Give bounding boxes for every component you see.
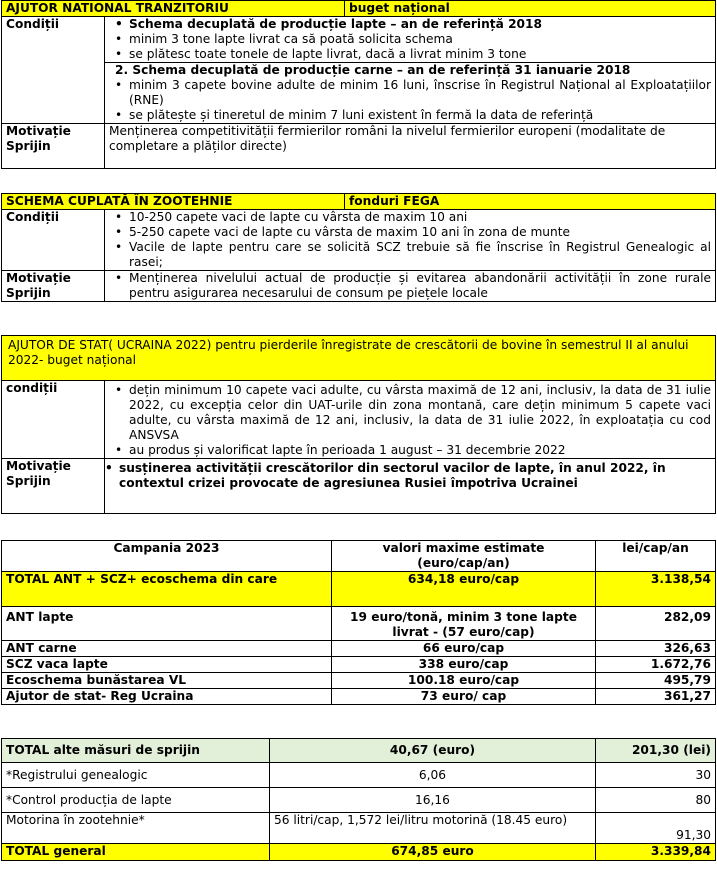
other-row-euro: 16,16 [270, 788, 596, 813]
state-aid-item: • dețin minimum 10 capete vaci adulte, cu vârsta maximă de 12 ani, inclusiv, la data de 31 iulie 2022, cu excepția celor din UAT-urile din zona montană, care dețin minimum 5 capete vaci adulte, cu vârsta maximă de 12 ani, inclusiv, la data de 31 iulie 2022, în exploatația cu cod ANSVSA [129, 383, 711, 443]
campaign-row-euro: 100.18 euro/cap [332, 673, 596, 689]
other-row-lei: 30 [596, 763, 716, 788]
campaign-row [2, 607, 716, 641]
campaign-row-lei: 326,63 [596, 641, 716, 657]
campaign-row-lei: 282,09 [596, 607, 716, 641]
campaign-row-label: SCZ vaca lapte [2, 657, 332, 673]
scz-motivation-label: Motivație Sprijin [2, 271, 105, 302]
scz-item: • Vacile de lapte pentru care se solicită SCZ trebuie să fie înscrise în Registrul Genealogic al rasei; [129, 240, 711, 270]
scz-item: • 5-250 capete vaci de lapte cu vârsta de maxim 10 ani în zona de munte [129, 225, 711, 240]
other-row-label: Motorina în zootehnie* [2, 813, 270, 844]
scz-conditions-cell [105, 210, 716, 271]
campaign-total-lei: 3.138,54 [596, 572, 716, 607]
scz-budget: fonduri FEGA [345, 194, 716, 210]
ant-milk-heading: • Schema decuplată de producție lapte – an de referință 2018 [129, 17, 711, 32]
scz-motivation-row [2, 271, 716, 302]
ant-meat-cell [105, 63, 716, 124]
campaign-row-euro: 73 euro/ cap [332, 689, 596, 705]
campaign-row-label: ANT lapte [2, 607, 332, 641]
state-aid-table [1, 335, 716, 514]
other-row [2, 788, 716, 813]
campaign-row-euro: 338 euro/cap [332, 657, 596, 673]
state-aid-motivation-label: Motivație Sprijin [2, 459, 105, 514]
state-aid-motivation-cell [105, 459, 716, 514]
scz-motivation-text: • Menținerea nivelului actual de producție și evitarea abandonării activității în zone rurale pentru asigurarea necesarului de consum pe piețele locale [129, 271, 711, 301]
campaign-table [1, 540, 716, 705]
other-header-label: TOTAL alte măsuri de sprijin [2, 739, 270, 763]
campaign-row-lei: 361,27 [596, 689, 716, 705]
other-row-euro: 56 litri/cap, 1,572 lei/litru motorină (18.45 euro) [270, 813, 596, 844]
state-aid-conditions-row [2, 381, 716, 459]
campaign-row-euro: 19 euro/tonă, minim 3 tone lapte livrat - (57 euro/cap) [332, 607, 596, 641]
ant-table [1, 0, 716, 169]
ant-motivation-label: Motivație Sprijin [2, 124, 105, 169]
campaign-row-label: Ecoschema bunăstarea VL [2, 673, 332, 689]
state-aid-title: AJUTOR DE STAT( UCRAINA 2022) pentru pierderile înregistrate de crescătorii de bovine în semestrul II al anului 2022- buget național [2, 336, 716, 381]
state-aid-item: • au produs și valorificat lapte în perioada 1 august – 31 decembrie 2022 [129, 443, 711, 458]
ant-meat-item: • se plătește și tineretul de minim 7 luni existent în fermă la data de referință [129, 108, 711, 123]
state-aid-motivation-row [2, 459, 716, 514]
other-row [2, 813, 716, 844]
ant-budget: buget național [345, 1, 716, 17]
ant-meat-heading: 2. Schema decuplată de producție carne – an de referință 31 ianuarie 2018 [115, 63, 631, 77]
campaign-row-label: Ajutor de stat- Reg Ucraina [2, 689, 332, 705]
campaign-row-lei: 495,79 [596, 673, 716, 689]
campaign-header: lei/cap/an [596, 541, 716, 572]
ant-motivation-text: Menținerea competitivității fermierilor români la nivelul fermierilor europeni (modalitate de completare a plăților directe) [105, 124, 716, 169]
scz-title: SCHEMA CUPLATĂ ÎN ZOOTEHNIE [2, 194, 345, 210]
other-row-lei: 80 [596, 788, 716, 813]
campaign-header: valori maxime estimate (euro/cap/an) [332, 541, 596, 572]
scz-conditions-label: Condiții [2, 210, 105, 271]
other-total-row [2, 844, 716, 861]
other-header-lei: 201,30 (lei) [596, 739, 716, 763]
state-aid-header-row [2, 336, 716, 381]
campaign-row [2, 689, 716, 705]
other-total-euro: 674,85 euro [270, 844, 596, 861]
state-aid-conditions-cell [105, 381, 716, 459]
scz-conditions-row [2, 210, 716, 271]
other-header-row [2, 739, 716, 763]
campaign-total-row [2, 572, 716, 607]
ant-meat-row [2, 63, 716, 124]
other-row-euro: 6,06 [270, 763, 596, 788]
ant-meat-item: • minim 3 capete bovine adulte de minim 16 luni, înscrise în Registrul Național al Exploatațiilor (RNE) [129, 78, 711, 108]
campaign-header: Campania 2023 [2, 541, 332, 572]
ant-motivation-row [2, 124, 716, 169]
other-row [2, 763, 716, 788]
other-row-label: *Control producția de lapte [2, 788, 270, 813]
other-row-lei: 91,30 [596, 813, 716, 844]
other-header-euro: 40,67 (euro) [270, 739, 596, 763]
campaign-total-label: TOTAL ANT + SCZ+ ecoschema din care [2, 572, 332, 607]
ant-milk-row [2, 17, 716, 63]
state-aid-motivation-text: • susținerea activității crescătorilor din sectorul vacilor de lapte, în anul 2022, în contextul crizei provocate de agresiunea Rusiei împotriva Ucrainei [119, 461, 711, 491]
campaign-row [2, 641, 716, 657]
scz-table [1, 193, 716, 302]
other-total-lei: 3.339,84 [596, 844, 716, 861]
ant-milk-cell [105, 17, 716, 63]
ant-header-row [2, 1, 716, 17]
other-measures-table [1, 738, 716, 861]
state-aid-conditions-label: condiții [2, 381, 105, 459]
campaign-row [2, 673, 716, 689]
ant-milk-item: • minim 3 tone lapte livrat ca să poată solicita schema [129, 32, 711, 47]
campaign-row-lei: 1.672,76 [596, 657, 716, 673]
other-total-label: TOTAL general [2, 844, 270, 861]
campaign-row-euro: 66 euro/cap [332, 641, 596, 657]
ant-conditions-label: Condiții [2, 17, 105, 124]
ant-milk-item: • se plătesc toate tonele de lapte livrat, dacă a livrat minim 3 tone [129, 47, 711, 62]
scz-item: • 10-250 capete vaci de lapte cu vârsta de maxim 10 ani [129, 210, 711, 225]
other-row-label: *Registrului genealogic [2, 763, 270, 788]
scz-motivation-cell [105, 271, 716, 302]
campaign-row [2, 657, 716, 673]
scz-header-row [2, 194, 716, 210]
campaign-row-label: ANT carne [2, 641, 332, 657]
campaign-total-euro: 634,18 euro/cap [332, 572, 596, 607]
campaign-header-row [2, 541, 716, 572]
ant-title: AJUTOR NATIONAL TRANZITORIU [2, 1, 345, 17]
